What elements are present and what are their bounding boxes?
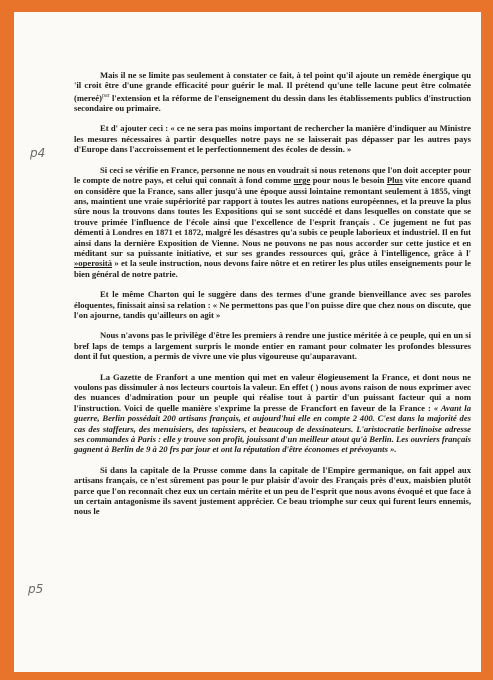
- margin-note-p4: p4: [30, 146, 46, 160]
- paragraph-3-text-c: vite encore quand on considère que la France, sans aller jusqu'à une époque aussi lointaine remontant seulement à 1855, vingt ans, maintient une vraie supériorité par rapport à toutes les autres nations européennes, et la preuve la plus sûre nous la trouvons dans toutes les Expositions qui se sont succédé et dans lesquelles on constate que se trouve primée l'influence de l'école ainsi que l'excellence de l'esprit français . Ce jugement ne fut pas démenti à Londres en 1871 et 1872, malgré les désastres qu'a subis ce peuple laborieux et industriel. Il en fut ainsi dans la dernière Exposition de Vienne. Nous ne pouvons ne pas nous accorder sur cette justice et en méditant sur sa puissante initiative, et sur ses grandes ressources qui, grâce à l'intelligence, grâce à l': [74, 175, 471, 258]
- document-page: [14, 12, 481, 672]
- paragraph-3-text-d: » et la seule instruction, nous devons faire nôtre et en retirer les plus utiles enseignements pour le bien général de notre patrie.: [74, 258, 471, 279]
- paragraph-2: Et d' ajouter ceci : « ce ne sera pas moins important de rechercher la manière d'indiquer au Ministre les mesures nécessaires à partir desquelles notre pays ne se laisserait pas dépasser par les autres pays d'Europe dans l'accroissement et le perfectionnement des écoles de dessin. »: [74, 123, 471, 155]
- paragraph-7: Si dans la capitale de la Prusse comme dans la capitale de l'Empire germanique, on fait appel aux artisans français, ce n'est sûrement pas pour le pur plaisir d'avoir des Français près d'eux, maisbien plutôt parce que l'on reconnaît chez eux un certain mérite et un peu de l'esprit que nous avons évoqué et que face à un certain antagonisme ils savent justement apprécier. Ce beau triomphe sur ceux qui furent leurs ennemis, nous le: [74, 464, 471, 517]
- paragraph-4: Et le même Charton qui le suggère dans des termes d'une grande bienveillance avec ses paroles éloquentes, finissait ainsi sa relation : « Ne permettons pas que l'on puisse dire que chez nous on discute, que l'on ajourne, tandis qu'ailleurs on agit »: [74, 289, 471, 320]
- underlined-word-plus: Plus: [386, 175, 403, 186]
- paragraph-5: Nous n'avons pas le privilège d'être les premiers à rendre une justice méritée à ce peuple, qui en un si bref laps de temps a largement surpris le monde entier en ramant pour colmater les profondes blessures dont il fut question, a permis de vivre une vie plus vigoureuse qu'auparavant.: [74, 330, 471, 362]
- paragraph-3: [74, 165, 471, 279]
- handwritten-correction: par: [101, 92, 110, 99]
- paragraph-6-text: La Gazette de Franfort a une mention qui met en valeur élogieusement la France, et dont nous ne voulons pas dissimuler à nos lecteurs courtois la valeur. En effet ( ) nous avons raison de nous exprimer avec des nuances d'admiration pour un peuple qui réalise tout à partir d'un puissant facteur qui a nom l'instruction. Voici de quelle manière s'exprime la presse de Francfort en faveur de la France :: [74, 371, 471, 413]
- margin-note-p5: p5: [28, 582, 44, 596]
- paragraph-6: [74, 372, 471, 455]
- paragraph-1: [74, 70, 471, 113]
- paragraph-1-text-a: Mais il ne se limite pas seulement à constater ce fait, à tel point qu'il ajoute un remède énergique qu 'il croit être d'une grande efficacité pour guérir le mal. Il prétend qu'une telle lacune peut être colmatée (mereé): [74, 70, 471, 103]
- underlined-word-urge: urge: [293, 175, 311, 186]
- paragraph-3-text-b: pour nous le besoin: [310, 175, 387, 186]
- paragraph-1-text-b: l'extension et la réforme de l'enseignement du dessin dans les établissements publics d'instruction secondaire ou primaire.: [74, 92, 471, 114]
- underlined-word-operosita: »operosità: [74, 258, 113, 269]
- paragraph-3-text-a: Si ceci se vérifie en France, personne ne nous en voudrait si nous retenons que l'on doit accepter pour le compte de notre pays, et celui qui connaît à fond comme: [74, 164, 471, 186]
- paragraph-6-quote: « Avant la guerre, Berlin possédait 200 artisans français, et aujourd'hui elle en compte 2 400. C'est dans la majorité des cas des staffeurs, des menuisiers, des tapissiers, et beaucoup de dessinateurs. L'aristocratie berlinoise adresse ses commandes à Paris : elle y trouve son profit, jouissant d'un meilleur atout qu'à Berlin. Les ouvriers français gagnent à Berlin de 9 à 20 frs par jour et ont la réputation d'être économes et prévoyants ».: [74, 402, 471, 455]
- document-body: [74, 70, 471, 527]
